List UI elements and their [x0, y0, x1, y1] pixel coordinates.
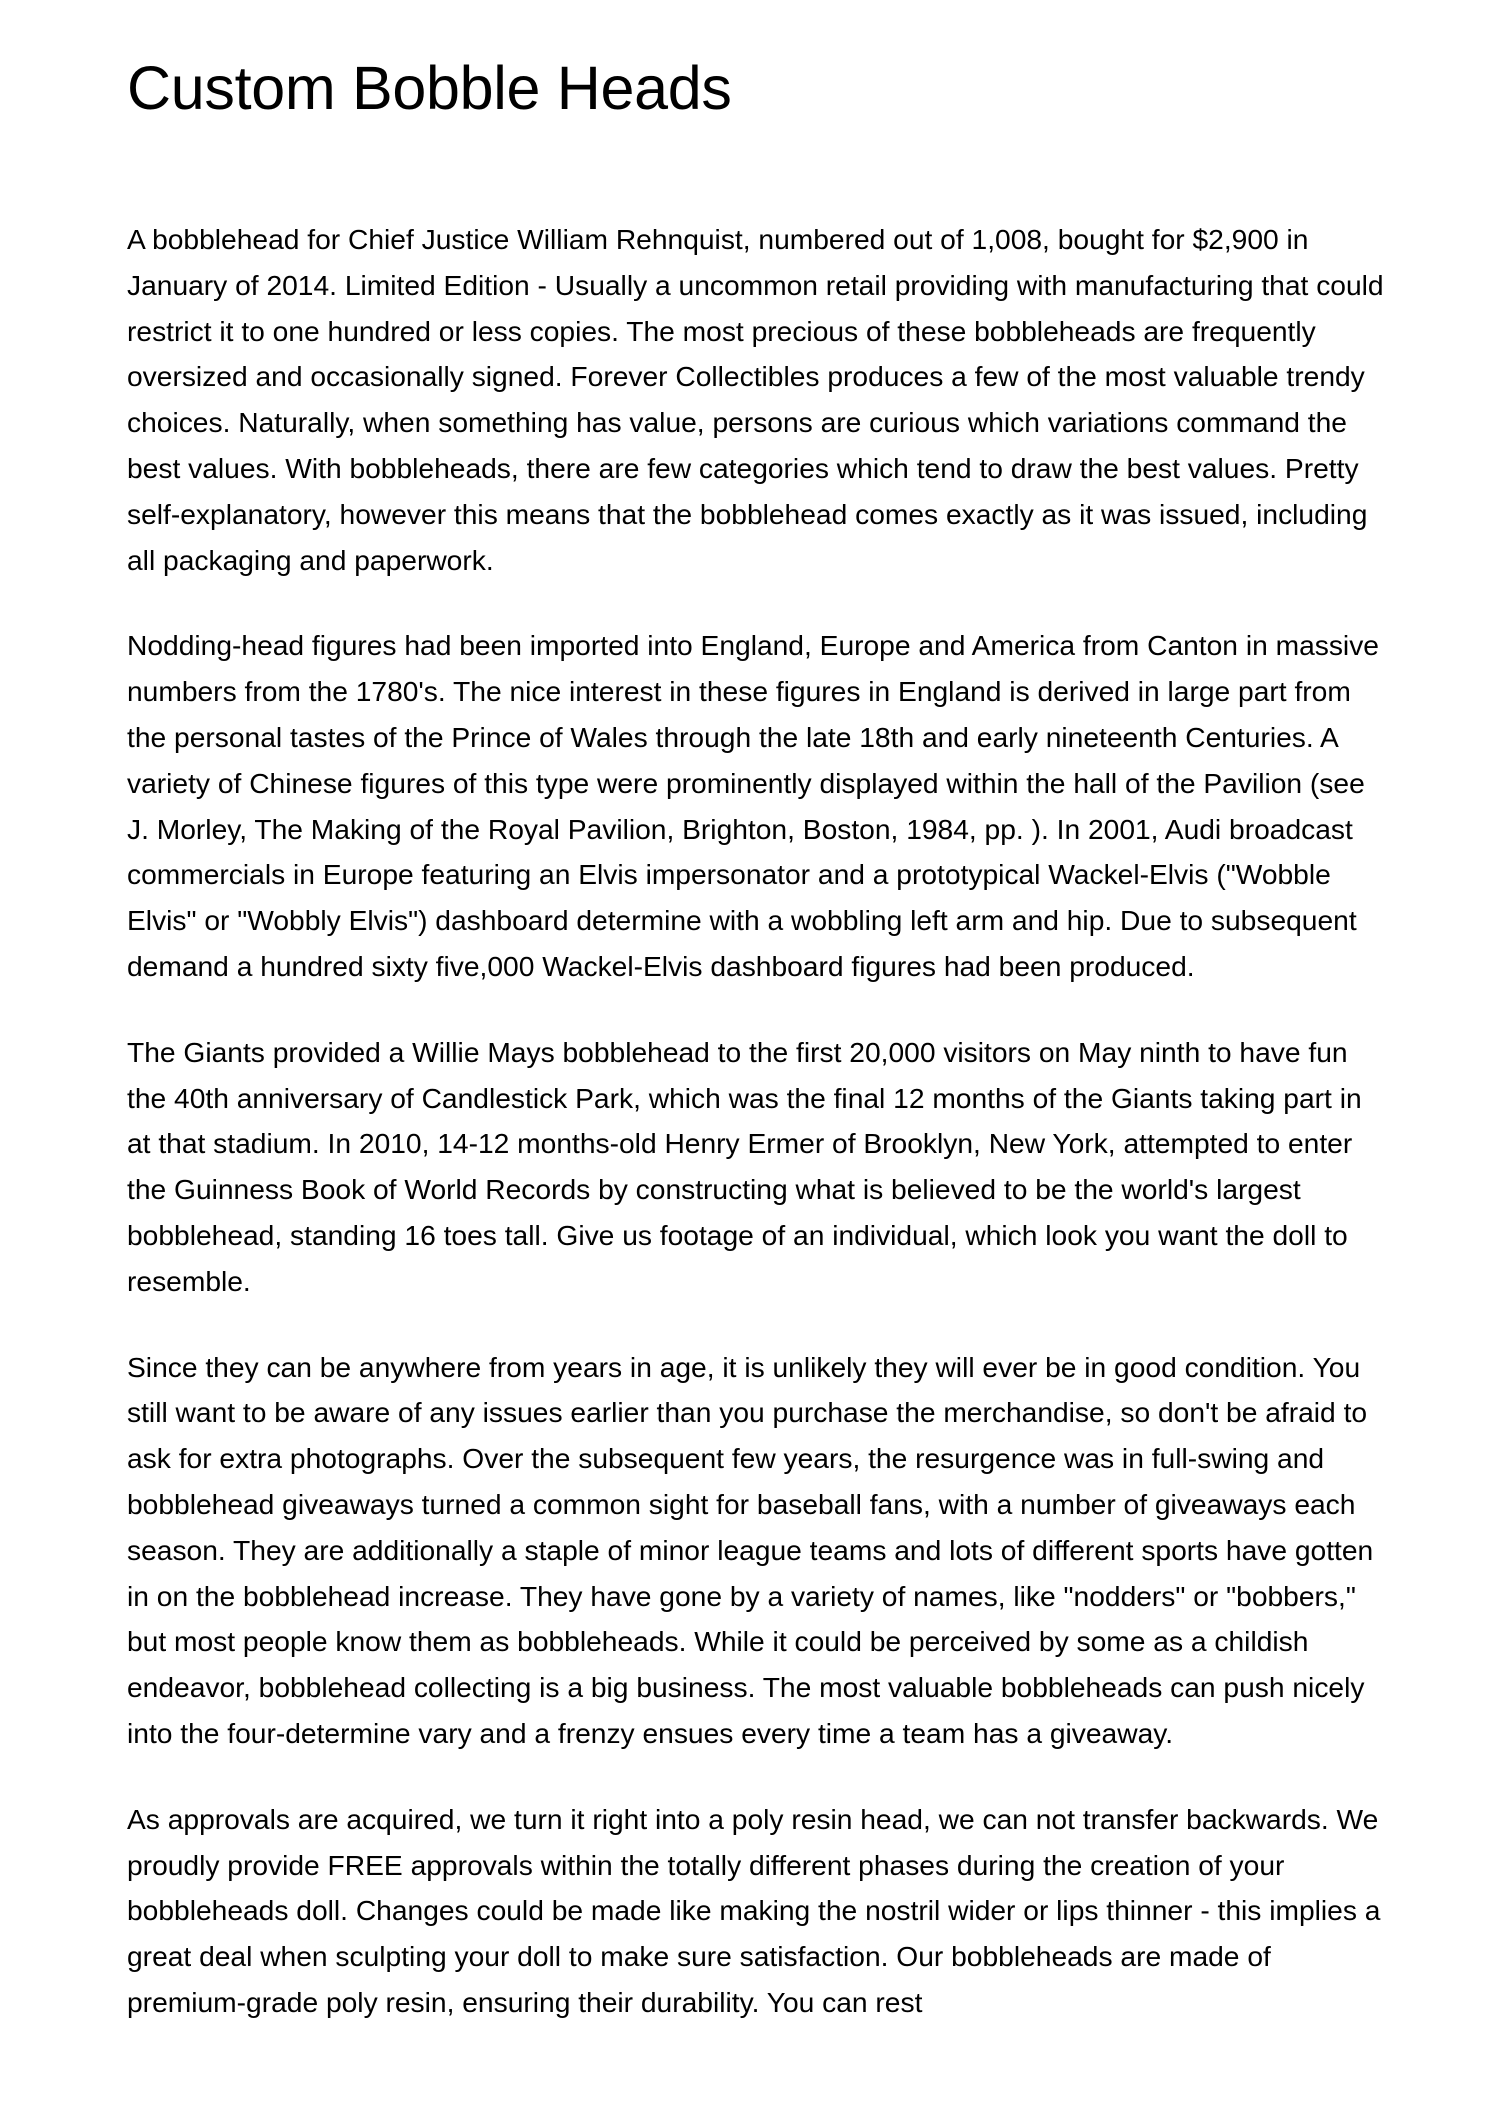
- page-title: Custom Bobble Heads: [127, 54, 732, 122]
- document-page: [127, 0, 1387, 2026]
- paragraph-rehnquist-limited-edition: A bobblehead for Chief Justice William Rehnquist, numbered out of 1,008, bought for $2,900 in January of 2014. Limited Edition - Usually a uncommon retail providing with manufacturing that could restrict it to one hundred or less copies. The most precious of these bobbleheads are frequently oversized and occasionally signed. Forever Collectibles produces a few of the most valuable trendy choices. Naturally, when something has value, persons are curious which variations command the best values. With bobbleheads, there are few categories which tend to draw the best values. Pretty self-explanatory, however this means that the bobblehead comes exactly as it was issued, including all packaging and paperwork.: [127, 223, 1384, 576]
- paragraph-condition-collecting: Since they can be anywhere from years in age, it is unlikely they will ever be in good condition. You still want to be aware of any issues earlier than you purchase the merchandise, so don't be afraid to ask for extra photographs. Over the subsequent few years, the resurgence was in full-swing and bobblehead giveaways turned a common sight for baseball fans, with a number of giveaways each season. They are additionally a staple of minor league teams and lots of different sports have gotten in on the bobblehead increase. They have gone by a variety of names, like "nodders" or "bobbers," but most people know them as bobbleheads. While it could be perceived by some as a childish endeavor, bobblehead collecting is a big business. The most valuable bobbleheads can push nicely into the four-determine vary and a frenzy ensues every time a team has a giveaway.: [127, 1350, 1374, 1749]
- paragraph-giants-willie-mays: The Giants provided a Willie Mays bobblehead to the first 20,000 visitors on May ninth to have fun the 40th anniversary of Candlestick Park, which was the final 12 months of the Giants taking part in at that stadium. In 2010, 14-12 months-old Henry Ermer of Brooklyn, New York, attempted to enter the Guinness Book of World Records by constructing what is believed to be the world's largest bobblehead, standing 16 toes tall. Give us footage of an individual, which look you want the doll to resemble.: [127, 1035, 1362, 1297]
- paragraph-nodding-head-history: Nodding-head figures had been imported into England, Europe and America from Canton in massive numbers from the 1780's. The nice interest in these figures in England is derived in large part from the personal tastes of the Prince of Wales through the late 18th and early nineteenth Centuries. A variety of Chinese figures of this type were prominently displayed within the hall of the Pavilion (see J. Morley, The Making of the Royal Pavilion, Brighton, Boston, 1984, pp. ). In 2001, Audi broadcast commercials in Europe featuring an Elvis impersonator and a prototypical Wackel-Elvis ("Wobble Elvis" or "Wobbly Elvis") dashboard determine with a wobbling left arm and hip. Due to subsequent demand a hundred sixty five,000 Wackel-Elvis dashboard figures had been produced.: [127, 629, 1379, 982]
- paragraph-approvals-poly-resin: As approvals are acquired, we turn it right into a poly resin head, we can not transfer backwards. We proudly provide FREE approvals within the totally different phases during the creation of your bobbleheads doll. Changes could be made like making the nostril wider or lips thinner - this implies a great deal when sculpting your doll to make sure satisfaction. Our bobbleheads are made of premium-grade poly resin, ensuring their durability. You can rest: [127, 1802, 1381, 2018]
